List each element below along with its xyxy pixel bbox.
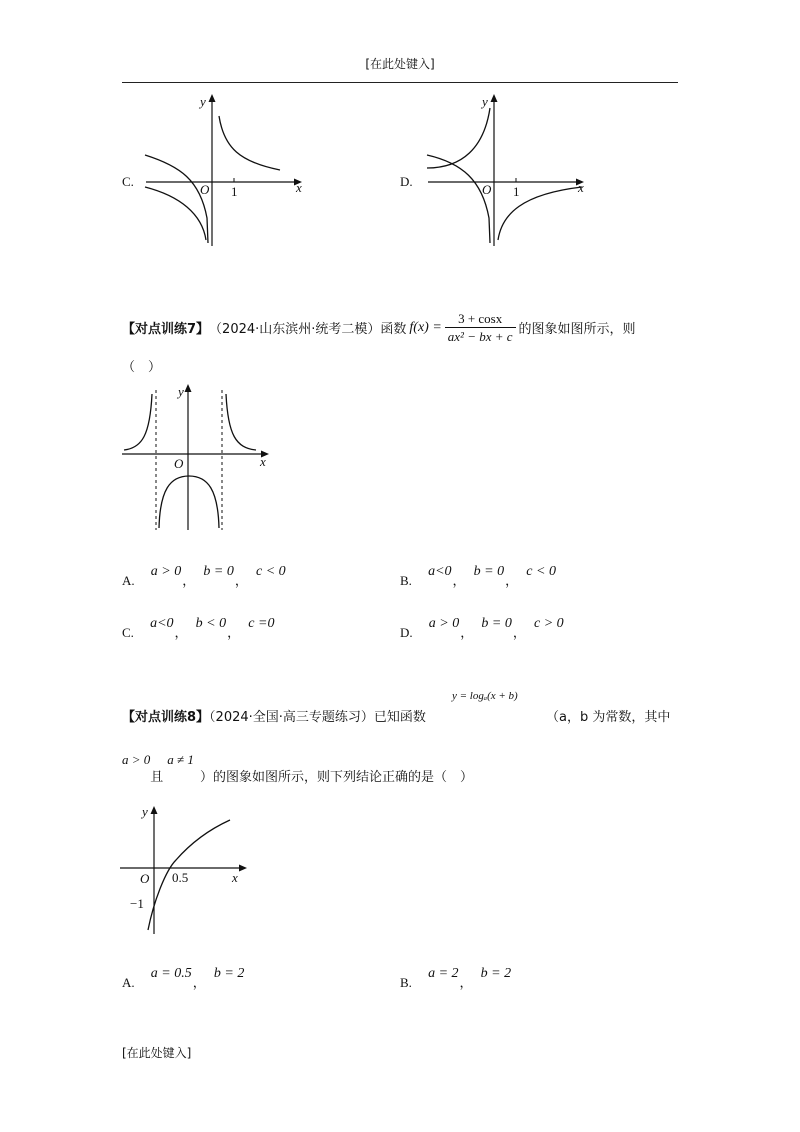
graph-option-c xyxy=(140,88,315,253)
q7-tail: 的图象如图所示，则 xyxy=(518,322,636,337)
q7-source: （2024·山东滨州·统考二模）函数 xyxy=(209,322,407,337)
q8-stem-line1 xyxy=(122,706,426,725)
q7-option-b[interactable]: B. a<0， b = 0， c < 0 xyxy=(400,564,556,589)
origin-label: O xyxy=(482,182,492,197)
q7-option-a[interactable]: A. a > 0， b = 0， c < 0 xyxy=(122,564,286,589)
q8-tag: 【对点训练8】 xyxy=(122,710,210,725)
tick-one-label: 1 xyxy=(513,184,520,199)
q8-stem-line2 xyxy=(122,752,473,785)
axis-y-label: y xyxy=(178,384,184,399)
graph-q8 xyxy=(118,800,258,940)
page-header: [在此处键入] xyxy=(365,57,435,71)
graph-option-d xyxy=(422,88,597,253)
graph-q7 xyxy=(120,380,280,535)
axis-x-label: x xyxy=(296,180,302,195)
q7-func-lhs: f(x) = xyxy=(409,319,442,335)
q8-option-b[interactable]: B. a = 2， b = 2 xyxy=(400,966,512,991)
q7-tag: 【对点训练7】 xyxy=(122,322,210,337)
origin-label: O xyxy=(140,871,150,886)
q7-answer-paren: （ ） xyxy=(122,360,162,375)
option-c-label: C. xyxy=(122,174,134,189)
q7-denominator: ax² − bx + c xyxy=(447,329,513,344)
q8-and: 且 xyxy=(150,770,164,785)
tick-one-label: 1 xyxy=(231,184,238,199)
option-d-label: D. xyxy=(400,174,413,189)
y-mark-label: −1 xyxy=(130,896,144,911)
axis-y-label: y xyxy=(142,804,148,819)
origin-label: O xyxy=(200,182,210,197)
header-divider xyxy=(122,82,678,83)
q7-numerator: 3 + cosx xyxy=(445,310,516,328)
axis-x-label: x xyxy=(260,454,266,469)
q8-cond1: a > 0 xyxy=(122,752,151,767)
axis-y-label: y xyxy=(482,94,488,109)
q8-source: （2024·全国·高三专题练习）已知函数 xyxy=(209,710,426,725)
x-mark-label: 0.5 xyxy=(172,870,189,885)
q8-cond2: a ≠ 1 xyxy=(167,752,194,767)
q7-stem xyxy=(122,310,636,345)
q8-func: y = logₐ(x + b) xyxy=(452,690,518,702)
q7-fraction xyxy=(445,310,516,345)
q8-option-a[interactable]: A. a = 0.5， b = 2 xyxy=(122,966,245,991)
axis-x-label: x xyxy=(578,180,584,195)
q7-option-c[interactable]: C. a<0， b < 0， c =0 xyxy=(122,616,275,641)
q8-tail1: （a，b 为常数，其中 xyxy=(546,710,671,725)
page-footer: [在此处键入] xyxy=(122,1046,192,1060)
q8-tail2: ）的图象如图所示，则下列结论正确的是（ ） xyxy=(199,770,473,785)
axis-y-label: y xyxy=(200,94,206,109)
origin-label: O xyxy=(174,456,184,471)
axis-x-label: x xyxy=(232,870,238,885)
q7-option-d[interactable]: D. a > 0， b = 0， c > 0 xyxy=(400,616,564,641)
